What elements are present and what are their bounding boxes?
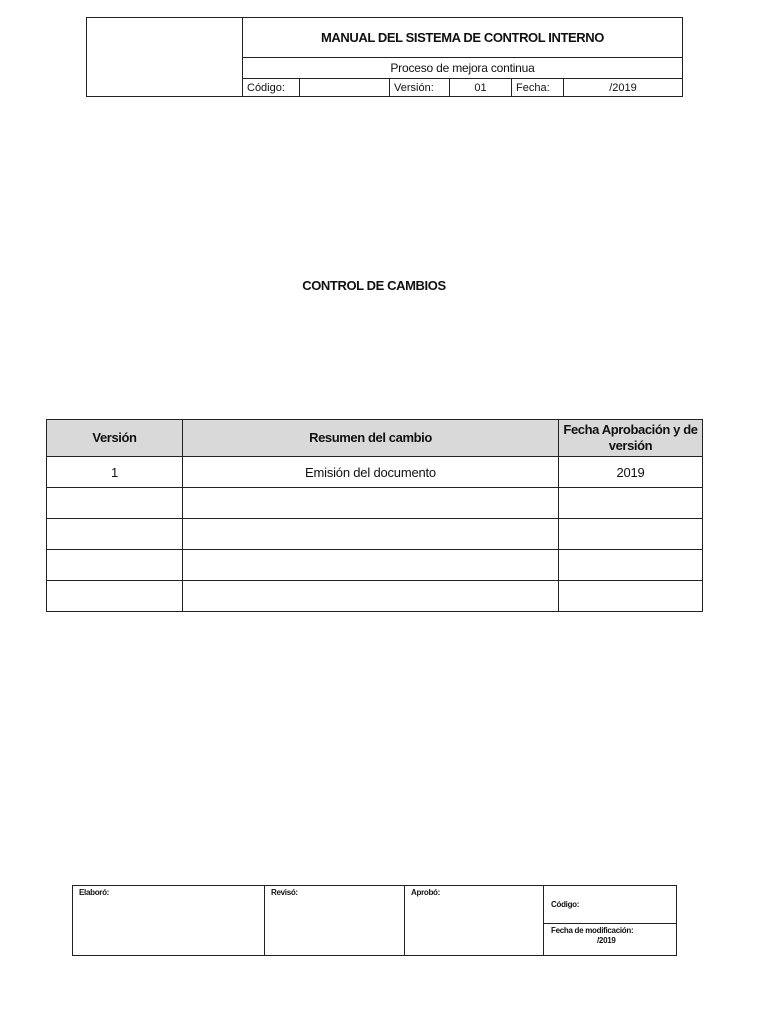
table-row (47, 488, 703, 519)
modification-date-cell (544, 924, 677, 956)
document-title: MANUAL DEL SISTEMA DE CONTROL INTERNO (243, 18, 683, 58)
approval-date-cell (559, 581, 703, 612)
approved-by-label: Aprobó: (411, 888, 441, 897)
column-header-approval-date: Fecha Aprobación y de versión (559, 420, 703, 457)
modification-date-label: Fecha de modificación: (551, 926, 634, 935)
document-subtitle: Proceso de mejora continua (243, 58, 683, 79)
date-label: Fecha: (512, 79, 564, 97)
elaborated-by-cell (73, 886, 265, 956)
summary-cell (183, 488, 559, 519)
version-cell (47, 488, 183, 519)
date-value: /2019 (564, 79, 683, 97)
section-title: CONTROL DE CAMBIOS (302, 278, 446, 293)
column-header-version: Versión (47, 420, 183, 457)
version-label: Versión: (390, 79, 450, 97)
footer-code-label: Código: (551, 900, 580, 909)
table-row (47, 581, 703, 612)
approval-date-cell: 2019 (559, 457, 703, 488)
table-header-row (47, 420, 703, 457)
document-footer (72, 885, 677, 956)
version-cell (47, 519, 183, 550)
summary-cell: Emisión del documento (183, 457, 559, 488)
footer-code-cell (544, 886, 677, 924)
summary-cell (183, 519, 559, 550)
summary-cell (183, 581, 559, 612)
approval-date-cell (559, 488, 703, 519)
document-header (86, 17, 683, 97)
version-cell: 1 (47, 457, 183, 488)
approval-date-cell (559, 519, 703, 550)
version-value: 01 (450, 79, 512, 97)
elaborated-by-label: Elaboró: (79, 888, 110, 897)
logo-area (87, 18, 243, 97)
approval-date-cell (559, 550, 703, 581)
table-row (47, 457, 703, 488)
reviewed-by-cell (265, 886, 405, 956)
change-control-table (46, 419, 703, 612)
version-cell (47, 550, 183, 581)
modification-date-value: /2019 (597, 936, 616, 945)
summary-cell (183, 550, 559, 581)
table-row (47, 519, 703, 550)
version-cell (47, 581, 183, 612)
table-row (47, 550, 703, 581)
column-header-summary: Resumen del cambio (183, 420, 559, 457)
code-label: Código: (243, 79, 300, 97)
reviewed-by-label: Revisó: (271, 888, 298, 897)
code-value (300, 79, 390, 97)
approved-by-cell (405, 886, 544, 956)
